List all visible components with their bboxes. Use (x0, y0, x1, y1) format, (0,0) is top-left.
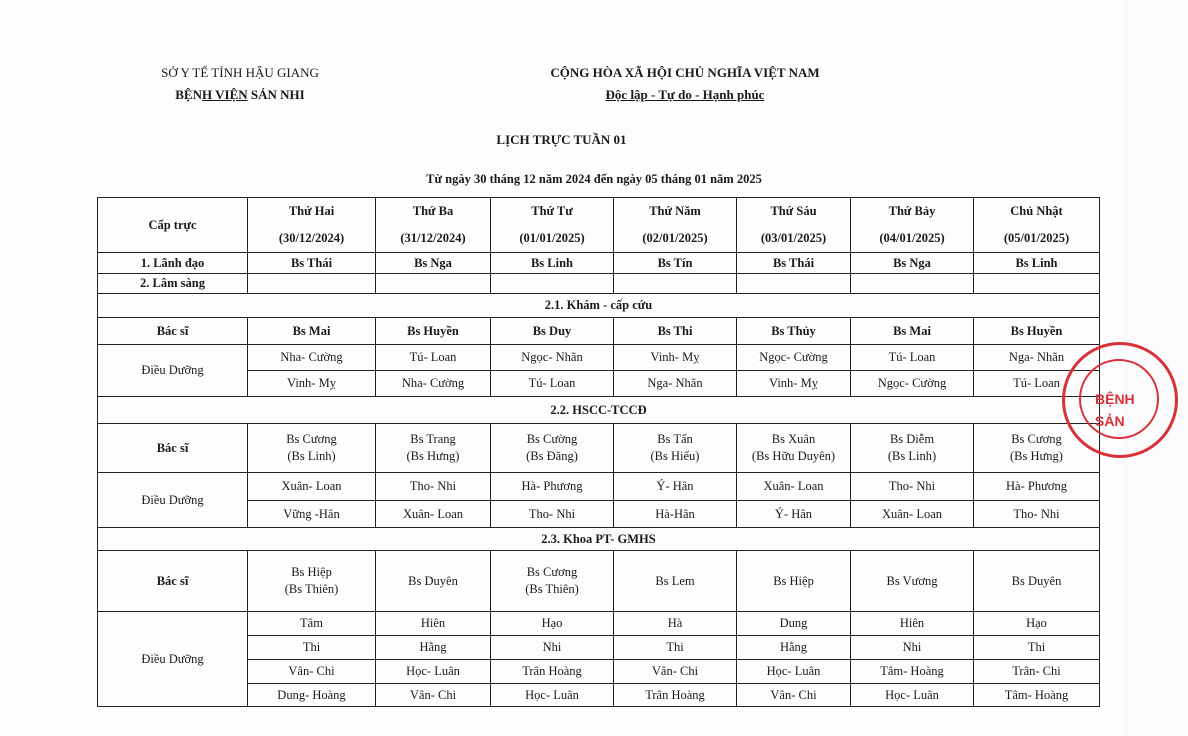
schedule-cell: Vững -Hân (248, 501, 376, 528)
duty-schedule-table (97, 197, 1100, 707)
nurse-row (98, 636, 1100, 660)
schedule-cell: Hằng (737, 636, 851, 660)
schedule-cell: Dung (737, 612, 851, 636)
schedule-cell: Tâm- Hoàng (851, 660, 974, 684)
schedule-cell: Vinh- Mỵ (737, 371, 851, 397)
schedule-cell: Vân- Chi (376, 684, 491, 707)
schedule-cell: Bs Vương (851, 551, 974, 612)
role-label: Điều Dưỡng (98, 345, 248, 397)
schedule-cell: Tho- Nhi (491, 501, 614, 528)
schedule-cell: Hằng (376, 636, 491, 660)
schedule-cell: Hạo (974, 612, 1100, 636)
schedule-cell: Trân Hoàng (614, 684, 737, 707)
day-header: Thứ Sáu (03/01/2025) (737, 198, 851, 253)
schedule-cell: Thi (974, 636, 1100, 660)
role-label: Bác sĩ (98, 318, 248, 345)
header-row (98, 198, 1100, 253)
schedule-cell: Bs Tín (614, 253, 737, 274)
level-header: Cấp trực (98, 198, 248, 253)
schedule-title: LỊCH TRỰC TUẦN 01 (496, 132, 627, 147)
schedule-cell: Ý- Hân (737, 501, 851, 528)
schedule-cell: Bs Hiệp (737, 551, 851, 612)
schedule-cell: Hà- Phương (491, 473, 614, 501)
schedule-cell: Bs Thủy (737, 318, 851, 345)
schedule-cell: Học- Luân (851, 684, 974, 707)
official-seal (1062, 342, 1178, 458)
schedule-cell: Tho- Nhi (376, 473, 491, 501)
section-title: 2.2. HSCC-TCCĐ (98, 397, 1100, 424)
schedule-cell: Thi (248, 636, 376, 660)
schedule-cell: Tú- Loan (376, 345, 491, 371)
schedule-cell: Tho- Nhi (974, 501, 1100, 528)
doctor-row (98, 318, 1100, 345)
schedule-cell: Ngọc- Cường (737, 345, 851, 371)
day-header: Thứ Hai (30/12/2024) (248, 198, 376, 253)
schedule-cell: Bs Nga (376, 253, 491, 274)
schedule-cell: Tú- Loan (851, 345, 974, 371)
schedule-cell: Hà- Phương (974, 473, 1100, 501)
schedule-cell: Bs Cương (Bs Linh) (248, 424, 376, 473)
schedule-cell: Học- Luân (376, 660, 491, 684)
schedule-cell: Bs Cương (Bs Hưng) (974, 424, 1100, 473)
schedule-cell: Vinh- Mỵ (614, 345, 737, 371)
role-label: Điều Dưỡng (98, 612, 248, 707)
schedule-cell: Bs Thi (614, 318, 737, 345)
role-label: Điều Dưỡng (98, 473, 248, 528)
schedule-cell: Xuân- Loan (248, 473, 376, 501)
country-name: CỘNG HÒA XÃ HỘI CHỦ NGHĨA VIỆT NAM (550, 65, 820, 80)
nurse-row (98, 473, 1100, 501)
schedule-cell: Vinh- Mỵ (248, 371, 376, 397)
schedule-cell: Bs Cương (Bs Thiên) (491, 551, 614, 612)
day-header: Thứ Ba (31/12/2024) (376, 198, 491, 253)
schedule-cell: Dung- Hoàng (248, 684, 376, 707)
date-range: Từ ngày 30 tháng 12 năm 2024 đến ngày 05 tháng 01 năm 2025 (426, 172, 762, 186)
nurse-row (98, 612, 1100, 636)
schedule-cell: Nhi (851, 636, 974, 660)
schedule-cell: Bs Cường (Bs Đăng) (491, 424, 614, 473)
schedule-cell: Bs Diễm (Bs Linh) (851, 424, 974, 473)
schedule-cell: Nha- Cường (376, 371, 491, 397)
schedule-cell: Vân- Chi (614, 660, 737, 684)
schedule-cell: Tú- Loan (491, 371, 614, 397)
day-header: Thứ Năm (02/01/2025) (614, 198, 737, 253)
schedule-cell: Bs Linh (491, 253, 614, 274)
schedule-cell: Bs Duy (491, 318, 614, 345)
section-row (98, 397, 1100, 424)
schedule-cell: Hà-Hân (614, 501, 737, 528)
nurse-row (98, 684, 1100, 707)
schedule-cell: Bs Hiệp (Bs Thiên) (248, 551, 376, 612)
schedule-cell: Bs Duyên (376, 551, 491, 612)
section-row (98, 294, 1100, 318)
schedule-cell: Bs Mai (248, 318, 376, 345)
schedule-cell: Trân Hoàng (491, 660, 614, 684)
schedule-cell: Tú- Loan (974, 371, 1100, 397)
schedule-cell: Xuân- Loan (851, 501, 974, 528)
schedule-cell: Học- Luân (737, 660, 851, 684)
section-row (98, 528, 1100, 551)
schedule-cell: Ngọc- Cường (851, 371, 974, 397)
nurse-row (98, 371, 1100, 397)
schedule-cell: Nga- Nhãn (974, 345, 1100, 371)
schedule-cell: Tâm (248, 612, 376, 636)
agency-name: SỞ Y TẾ TỈNH HẬU GIANG (161, 65, 319, 80)
schedule-cell: Bs Thái (737, 253, 851, 274)
schedule-cell: Tâm- Hoàng (974, 684, 1100, 707)
schedule-cell: Bs Nga (851, 253, 974, 274)
schedule-cell: Xuân- Loan (376, 501, 491, 528)
national-header (520, 62, 850, 106)
schedule-cell: Hạo (491, 612, 614, 636)
nurse-row (98, 501, 1100, 528)
schedule-cell: Bs Thái (248, 253, 376, 274)
issuer-header (150, 62, 330, 106)
schedule-cell: Trân- Chi (974, 660, 1100, 684)
role-label: Bác sĩ (98, 424, 248, 473)
schedule-cell: Ý- Hân (614, 473, 737, 501)
schedule-cell: Hiên (376, 612, 491, 636)
day-header: Thứ Bảy (04/01/2025) (851, 198, 974, 253)
schedule-cell: Bs Xuân (Bs Hữu Duyên) (737, 424, 851, 473)
role-label: Bác sĩ (98, 551, 248, 612)
row-label: 1. Lãnh đạo (98, 253, 248, 274)
day-header: Chủ Nhật (05/01/2025) (974, 198, 1100, 253)
schedule-cell: Bs Duyên (974, 551, 1100, 612)
national-motto: Độc lập - Tự do - Hạnh phúc (605, 87, 765, 102)
nurse-row (98, 660, 1100, 684)
nurse-row (98, 345, 1100, 371)
schedule-cell: Ngọc- Nhãn (491, 345, 614, 371)
schedule-cell: Nga- Nhãn (614, 371, 737, 397)
schedule-cell: Thi (614, 636, 737, 660)
schedule-cell: Bs Huyền (974, 318, 1100, 345)
day-header: Thứ Tư (01/01/2025) (491, 198, 614, 253)
schedule-cell: Bs Huyền (376, 318, 491, 345)
schedule-cell: Hà (614, 612, 737, 636)
schedule-cell: Vân- Chi (737, 684, 851, 707)
schedule-cell: Tho- Nhi (851, 473, 974, 501)
schedule-cell: Xuân- Loan (737, 473, 851, 501)
schedule-cell: Bs Trang (Bs Hưng) (376, 424, 491, 473)
schedule-cell: Nhi (491, 636, 614, 660)
schedule-cell: Hiên (851, 612, 974, 636)
schedule-cell: Học- Luân (491, 684, 614, 707)
schedule-cell: Bs Linh (974, 253, 1100, 274)
seal-text: BỆNH (1095, 391, 1135, 407)
hospital-name: BỆNH VIỆN SẢN NHI (175, 87, 305, 102)
clinical-row (98, 274, 1100, 294)
section-title: 2.3. Khoa PT- GMHS (98, 528, 1100, 551)
schedule-cell: Nha- Cường (248, 345, 376, 371)
schedule-cell: Vân- Chi (248, 660, 376, 684)
schedule-cell: Bs Tấn (Bs Hiếu) (614, 424, 737, 473)
schedule-cell: Bs Mai (851, 318, 974, 345)
section-title: 2.1. Khám - cấp cứu (98, 294, 1100, 318)
doctor-row (98, 551, 1100, 612)
row-label: 2. Lâm sàng (98, 274, 248, 294)
seal-text: SẢN (1095, 413, 1125, 429)
leadership-row (98, 253, 1100, 274)
schedule-cell: Bs Lem (614, 551, 737, 612)
doctor-row (98, 424, 1100, 473)
